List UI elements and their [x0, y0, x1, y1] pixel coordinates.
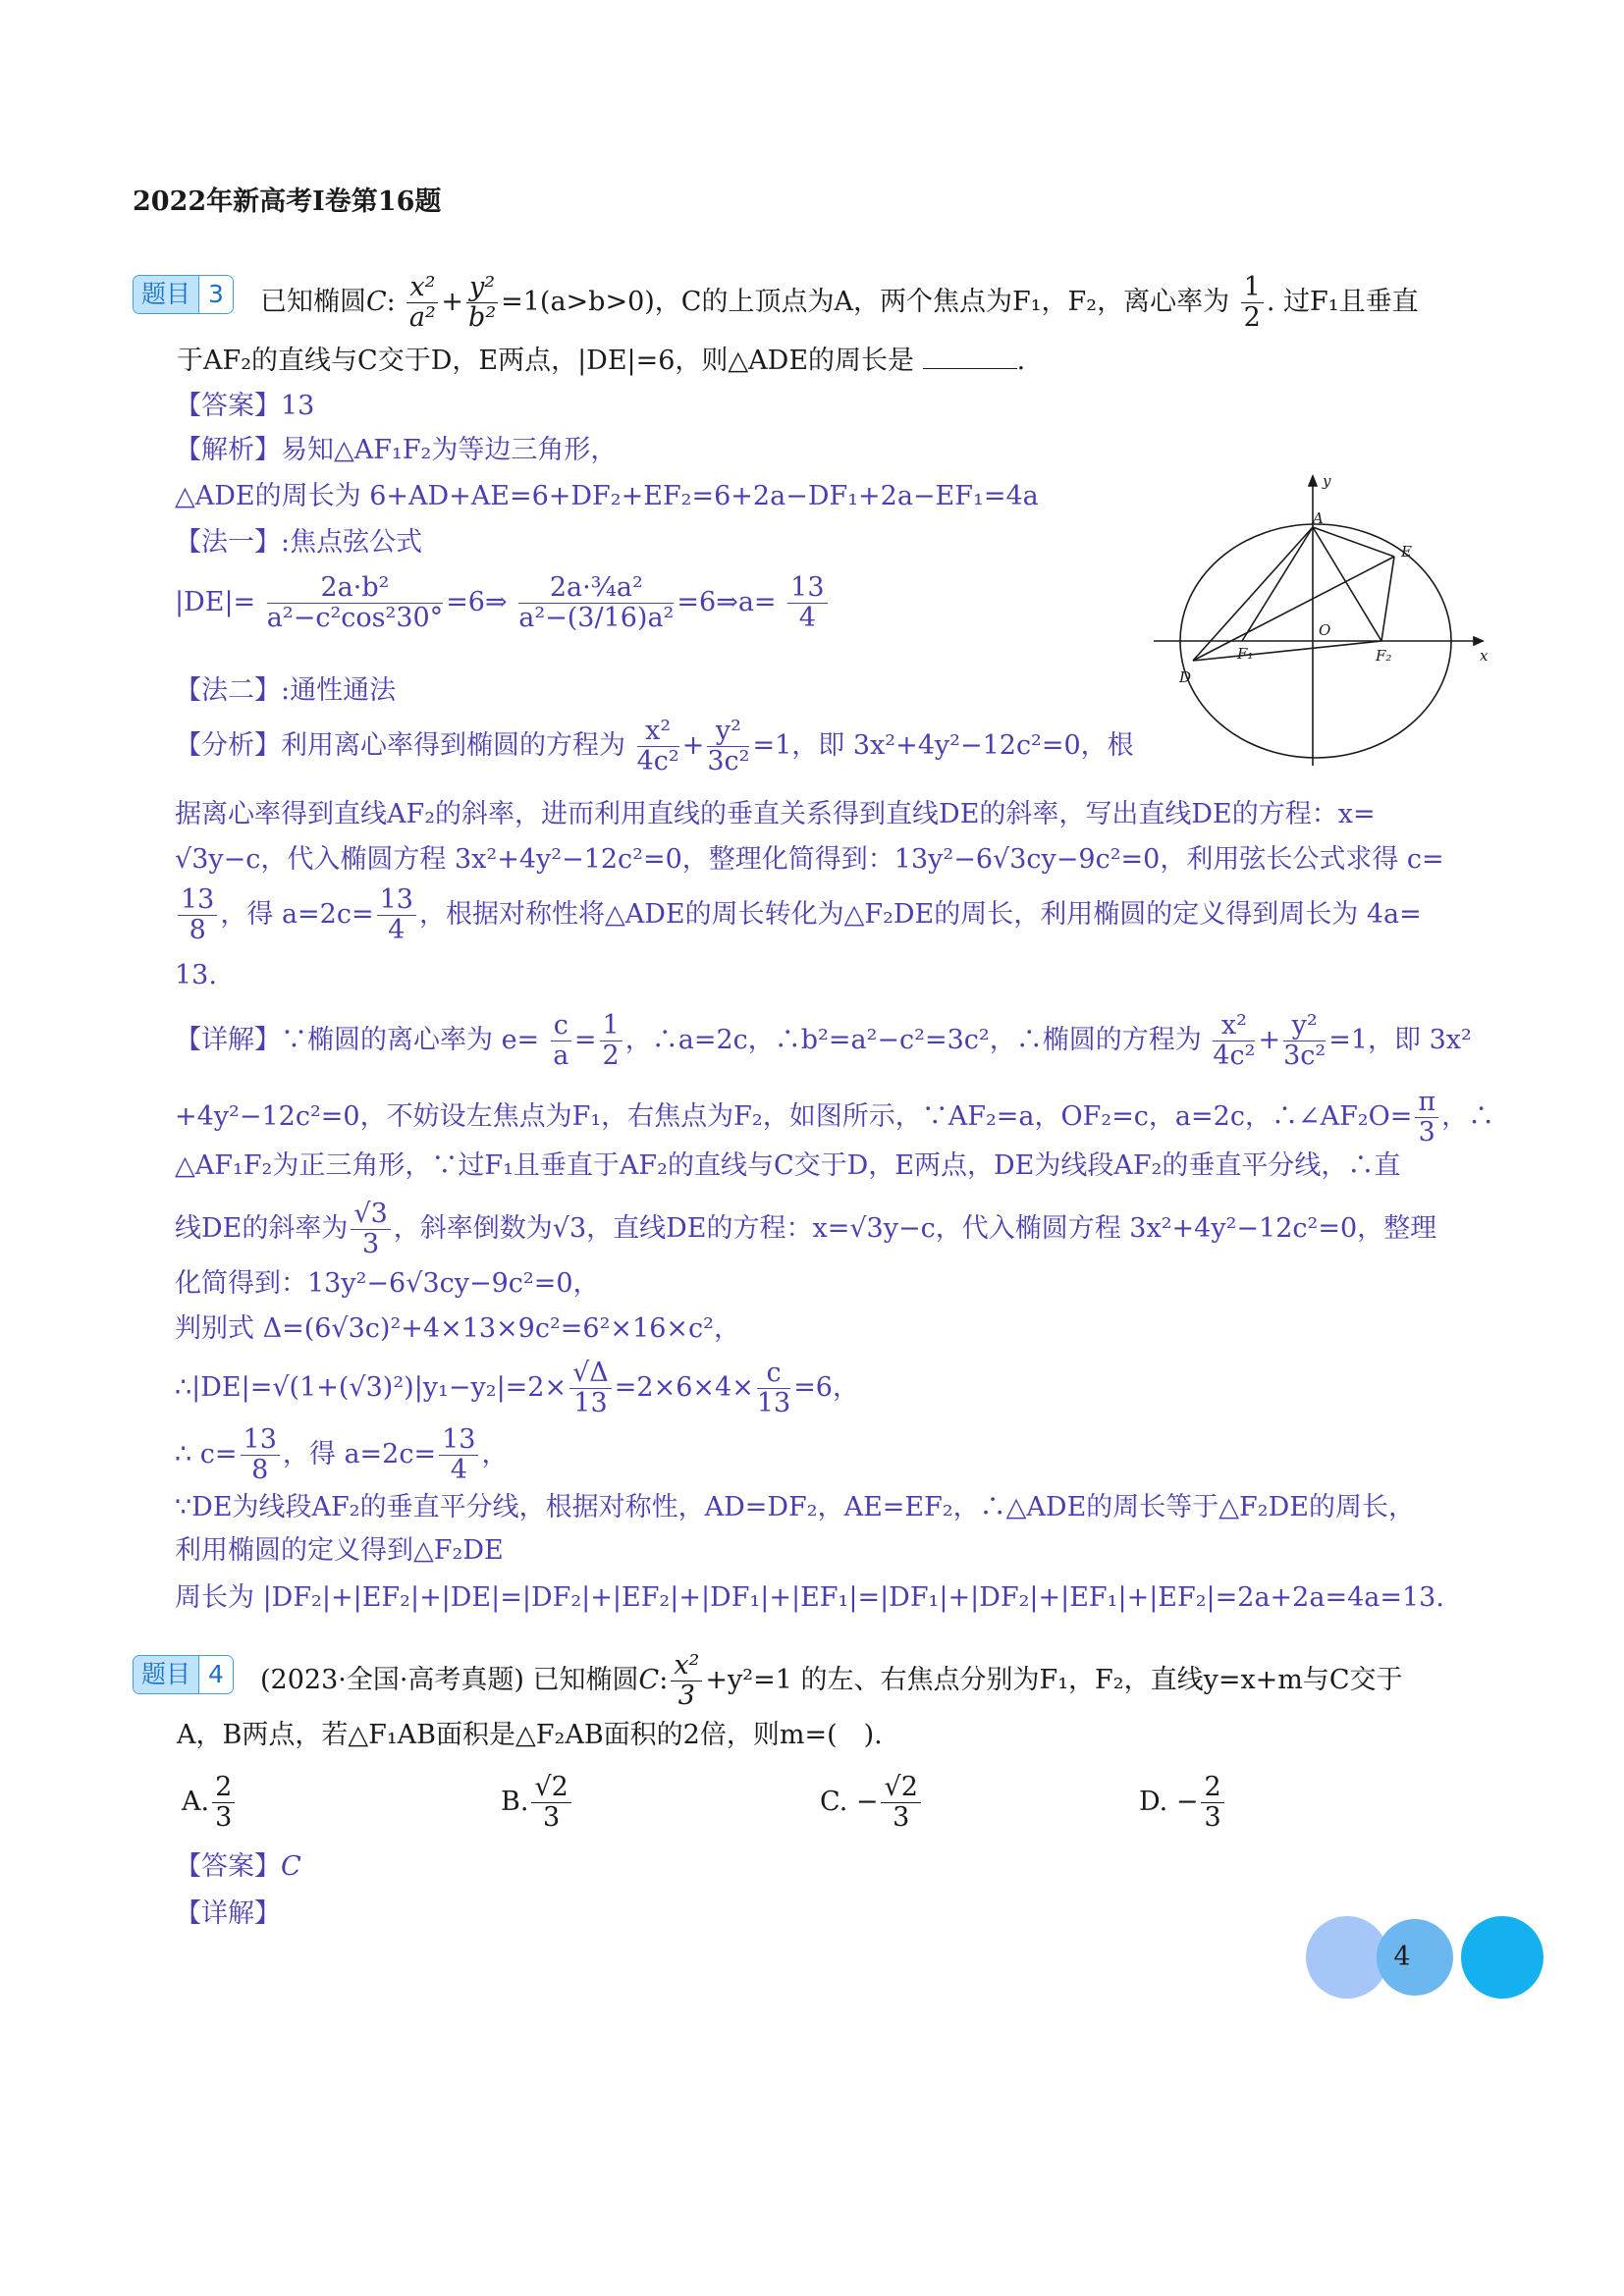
q3-analysis-line-5: 13.: [175, 960, 217, 990]
question-tag-3: [133, 275, 234, 314]
q3-line-2: 于AF₂的直线与C交于D，E两点，|DE|=6，则△ADE的周长是 .: [177, 346, 1026, 376]
q3-detail-line-3: △AF₁F₂为正三角形，∵过F₁且垂直于AF₂的直线与C交于D，E两点，DE为线段AF₂的垂直平分线，∴直: [175, 1150, 1401, 1181]
label-f1: F₁: [1237, 645, 1254, 663]
label-x: x: [1480, 647, 1489, 665]
fraction: $\frac{\text{x²}}{3}$: [671, 1651, 702, 1711]
question-tag-label: 题目: [134, 1656, 198, 1693]
label-e: E: [1401, 543, 1412, 561]
segment-d-e: [1193, 557, 1394, 661]
label-f2: F₂: [1376, 647, 1392, 665]
q3-stem-end: . 过F₁且垂直: [1266, 287, 1419, 317]
segment-a-f1: [1242, 527, 1313, 641]
fraction: $\frac{c}{13}$: [756, 1358, 791, 1418]
question-tag-4: [133, 1655, 234, 1694]
fraction: $\frac{\text{x²}}{\text{4c²}}$: [1213, 1010, 1256, 1071]
q3-line-1: 已知椭圆C: $\frac{\text{x²}}{\text{a²}}$ + $\frac{\text{y²}}{\text{b²}}$ =1(a>b>0)，C的上顶点为A，两个焦点为F₁，F₂，离心率为 $\frac{1}{2}$ . 过F₁且垂直: [260, 272, 1419, 333]
question-number: 3: [198, 276, 233, 313]
fraction: $\frac{13}{8}$: [241, 1425, 280, 1485]
q3-detail-line-4: 线DE的斜率为 $\frac{√3}{3}$ ，斜率倒数为√3，直线DE的方程：x=√3y−c，代入椭圆方程 3x²+4y²−12c²=0，整理: [175, 1199, 1437, 1259]
fraction: $\frac{2}{3}$: [212, 1773, 235, 1833]
page-number: 4: [1393, 1942, 1411, 1972]
fraction: $\frac{13}{4}$: [787, 573, 827, 633]
q4-line-1: (2023·全国·高考真题) 已知椭圆C: $\frac{\text{x²}}{3}$ +y²=1 的左、右焦点分别为F₁，F₂，直线y=x+m与C交于: [260, 1650, 1403, 1711]
fraction: $\frac{13}{4}$: [439, 1425, 478, 1485]
q3-analysis-line-3: √3y−c，代入椭圆方程 3x²+4y²−12c²=0，整理化简得到：13y²−6√3cy−9c²=0，利用弦长公式求得 c=: [175, 844, 1444, 875]
question-number: 4: [198, 1656, 233, 1693]
option-c[interactable]: C. − $\frac{√2}{3}$: [820, 1773, 924, 1833]
q3-detail-line-8: ∴ c= $\frac{13}{8}$ ，得 a=2c= $\frac{13}{4}$ ，: [175, 1424, 509, 1485]
page-title: 2022年新高考I卷第16题: [133, 187, 442, 217]
question-tag-label: 题目: [134, 276, 198, 313]
fraction: $\frac{13}{8}$: [178, 885, 217, 945]
fraction: $\frac{\text{y²}}{\text{3c²}}$: [1283, 1010, 1326, 1071]
q3-method-1-formula: |DE|= $\frac{\text{2a·b²}}{\text{a²−c²cos²30°}}$ =6⇒ $\frac{\text{2a·¾a²}}{\text{a²−(3/16)a²}}$ =6⇒a= $\frac{13}{4}$: [175, 573, 831, 633]
fraction: $\frac{√2}{3}$: [531, 1773, 570, 1833]
q3-condition: =1(a>b>0)，C的上顶点为A，两个焦点为F₁，F₂，离心率为: [501, 287, 1230, 317]
q3-method-1: 【法一】:焦点弦公式: [175, 527, 423, 558]
ellipse-figure: [1144, 466, 1497, 771]
label-y: y: [1323, 472, 1331, 490]
fraction: $\frac{c}{a}$: [551, 1011, 571, 1071]
fraction: $\frac{\text{2a·b²}}{\text{a²−c²cos²30°}}$: [266, 572, 444, 633]
fraction: $\frac{\text{y²}}{\text{b²}}$: [468, 272, 497, 333]
segment-e-f2: [1381, 557, 1394, 641]
fraction: $\frac{1}{2}$: [600, 1011, 623, 1071]
q3-detail-line-11: 周长为 |DF₂|+|EF₂|+|DE|=|DF₂|+|EF₂|+|DF₁|+|EF₁|=|DF₁|+|DF₂|+|EF₁|+|EF₂|=2a+2a=4a=13.: [175, 1582, 1444, 1613]
label-d: D: [1179, 668, 1192, 686]
q3-detail-line-2: +4y²−12c²=0，不妨设左焦点为F₁，右焦点为F₂，如图所示，∵AF₂=a，OF₂=c，a=2c，∴∠AF₂O= $\frac{\pi}{3}$ ，∴: [175, 1087, 1495, 1148]
q3-method-2: 【法二】:通性通法: [175, 675, 397, 706]
q4-line-2: A，B两点，若△F₁AB面积是△F₂AB面积的2倍，则m=( ).: [177, 1720, 883, 1750]
q3-analysis-line-4: $\frac{13}{8}$ ，得 a=2c= $\frac{13}{4}$ ，根据对称性将△ADE的周长转化为△F₂DE的周长，利用椭圆的定义得到周长为 4a=: [175, 885, 1422, 945]
q3-analysis-line-1: 【分析】利用离心率得到椭圆的方程为 $\frac{\text{x²}}{\text{4c²}}$ + $\frac{\text{y²}}{\text{3c²}}$ =1，即 3x²+4y²−12c²=0，根: [175, 716, 1134, 776]
q3-detail-line-9: ∵DE为线段AF₂的垂直平分线，根据对称性，AD=DF₂，AE=EF₂，∴△ADE的周长等于△F₂DE的周长，: [175, 1492, 1415, 1522]
label-a: A: [1313, 509, 1324, 527]
q4-answer-value: C: [281, 1851, 301, 1882]
x-axis-arrow: [1474, 637, 1483, 645]
fraction: $\frac{√\Delta}{13}$: [569, 1359, 612, 1418]
segment-d-f2: [1193, 641, 1381, 661]
fraction: $\frac{\text{y²}}{\text{3c²}}$: [707, 716, 750, 776]
option-d[interactable]: D. − $\frac{2}{3}$: [1139, 1773, 1227, 1833]
q3-detail-line-10: 利用椭圆的定义得到△F₂DE: [175, 1535, 504, 1566]
segment-a-e: [1313, 527, 1394, 557]
fraction: $\frac{2}{3}$: [1201, 1773, 1223, 1833]
page-circle-dark: [1461, 1916, 1543, 1999]
option-b[interactable]: B. $\frac{√2}{3}$: [501, 1773, 574, 1833]
q3-detail-line-1: 【详解】∵椭圆的离心率为 e= $\frac{c}{a}$ = $\frac{1}{2}$ ，∴a=2c，∴b²=a²−c²=3c²，∴椭圆的方程为 $\frac{\text{x²}}{\text{4c²}}$ + $\frac{\text{y²}}{\text{3c²}}$ =1，即 3x²: [175, 1010, 1472, 1071]
fraction: $\frac{\text{x²}}{\text{a²}}$: [406, 273, 438, 333]
q4-detail: 【详解】: [175, 1898, 281, 1929]
q3-analysis-line-2: 据离心率得到直线AF₂的斜率，进而利用直线的垂直关系得到直线DE的斜率，写出直线DE的方程：x=: [175, 799, 1376, 829]
option-a[interactable]: A. $\frac{2}{3}$: [182, 1773, 238, 1833]
q3-answer: 【答案】13: [175, 391, 315, 421]
fraction: $\frac{√2}{3}$: [881, 1773, 920, 1833]
q3-detail-line-6: 判别式 Δ=(6√3c)²+4×13×9c²=6²×16×c²，: [175, 1313, 740, 1344]
label-o: O: [1319, 621, 1331, 639]
q3-analysis-2: △ADE的周长为 6+AD+AE=6+DF₂+EF₂=6+2a−DF₁+2a−EF₁=4a: [175, 481, 1039, 511]
fraction: $\frac{\pi}{3}$: [1415, 1088, 1438, 1148]
fraction: $\frac{√3}{3}$: [351, 1200, 390, 1259]
q3-detail-line-7: ∴|DE|=√(1+(√3)²)|y₁−y₂|=2× $\frac{√\Delta}{13}$ =2×6×4× $\frac{c}{13}$ =6，: [175, 1358, 859, 1418]
q3-analysis-1: 【解析】易知△AF₁F₂为等边三角形，: [175, 435, 618, 465]
q3-stem-start: 已知椭圆: [260, 287, 366, 317]
eccentricity-fraction: $\frac{1}{2}$: [1241, 273, 1264, 333]
fraction: $\frac{\text{2a·¾a²}}{\text{a²−(3/16)a²}}$: [518, 572, 675, 633]
q4-answer: 【答案】C: [175, 1851, 301, 1882]
fraction: $\frac{\text{x²}}{\text{4c²}}$: [636, 716, 679, 776]
answer-blank: [923, 345, 1017, 369]
fraction: $\frac{13}{4}$: [377, 885, 416, 945]
y-axis-arrow: [1309, 476, 1317, 486]
q3-detail-line-5: 化简得到：13y²−6√3cy−9c²=0，: [175, 1268, 600, 1299]
